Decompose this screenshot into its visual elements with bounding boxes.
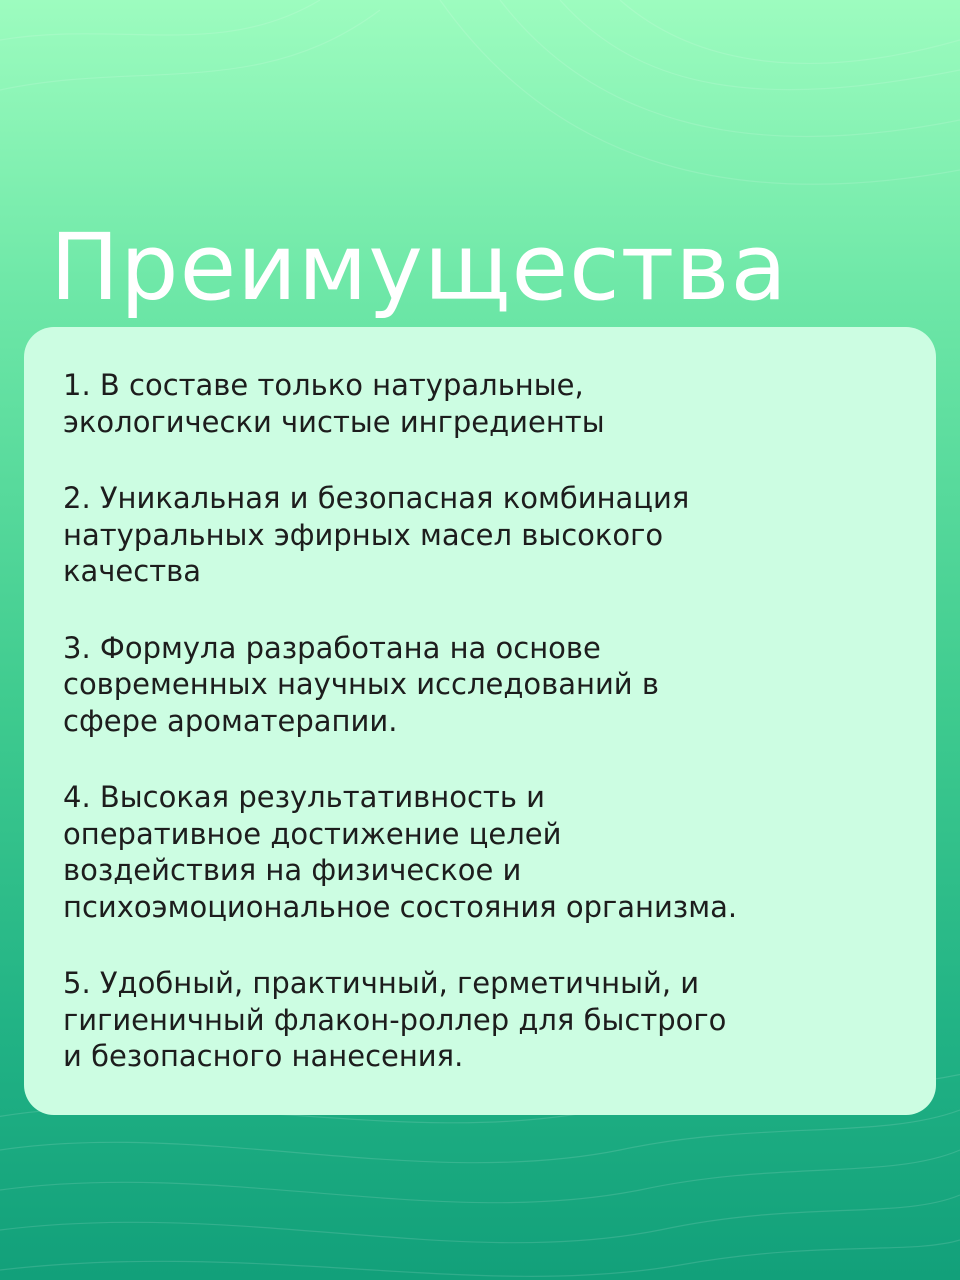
advantage-item-5: 5. Удобный, практичный, герметичный, и гигиеничный флакон-роллер для быстрого и безопасного нанесения. [63,966,727,1073]
advantage-item-1: 1. В составе только натуральные, экологически чистые ингредиенты [63,368,605,439]
page-title: Преимущества [50,214,788,321]
advantage-item-4: 4. Высокая результативность и оперативное достижение целей воздействия на физическое и психоэмоциональное состояния организма. [63,780,738,924]
advantages-card [24,327,936,1115]
advantage-item-3: 3. Формула разработана на основе современных научных исследований в сфере ароматерапии. [63,630,659,738]
advantage-item-2: 2. Уникальная и безопасная комбинация натуральных эфирных масел высокого качества [63,481,690,588]
